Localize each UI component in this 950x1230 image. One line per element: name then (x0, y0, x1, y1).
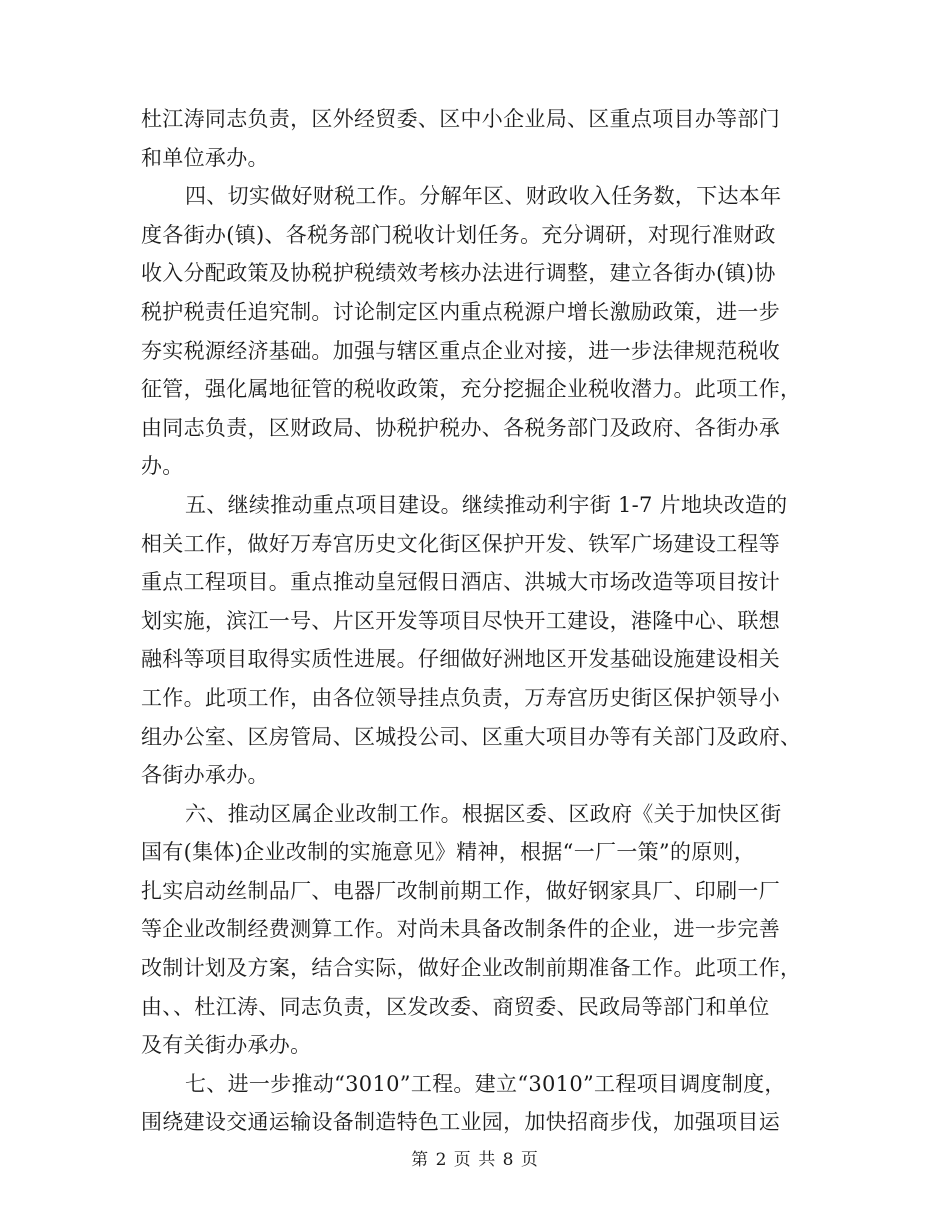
text-line: 收入分配政策及协税护税绩效考核办法进行调整，建立各街办(镇)协 (141, 261, 776, 286)
text-line: 征管，强化属地征管的税收政策，充分挖掘企业税收潜力。此项工作， (141, 377, 802, 402)
paragraph-first-line: 五、继续推动重点项目建设。继续推动利宇街 1-7 片地块改造的 (185, 492, 788, 517)
text-line: 组办公室、区房管局、区城投公司、区重大项目办等有关部门及政府、 (141, 724, 802, 749)
text-line: 围绕建设交通运输设备制造特色工业园，加快招商步伐，加强项目运 (141, 1110, 780, 1135)
text-line: 各街办承办。 (141, 763, 269, 788)
text-line: 税护税责任追究制。讨论制定区内重点税源户增长激励政策，进一步 (141, 299, 780, 324)
paragraph-first-line: 七、进一步推动“3010”工程。建立“3010”工程项目调度制度， (185, 1071, 786, 1096)
document-body (141, 100, 811, 1142)
text-line: 杜江涛同志负责，区外经贸委、区中小企业局、区重点项目办等部门 (141, 107, 780, 131)
text-line: 由、、杜江涛、同志负责，区发改委、商贸委、民政局等部门和单位 (141, 994, 770, 1019)
text-line: 度各街办(镇)、各税务部门税收计划任务。充分调研，对现行准财政 (141, 222, 776, 247)
text-line: 办。 (141, 454, 184, 479)
paragraph-first-line: 四、切实做好财税工作。分解年区、财政收入任务数，下达本年 (185, 184, 782, 209)
text-line: 相关工作，做好万寿宫历史文化街区保护开发、铁军广场建设工程等 (141, 531, 780, 556)
text-line: 国有(集体)企业改制的实施意见》精神，根据“一厂一策”的原则， (141, 840, 756, 865)
text-line: 等企业改制经费测算工作。对尚未具备改制条件的企业，进一步完善 (141, 917, 780, 942)
text-line: 及有关街办承办。 (141, 1033, 312, 1058)
text-line: 扎实启动丝制品厂、电器厂改制前期工作，做好钢家具厂、印刷一厂 (141, 878, 780, 903)
text-line: 和单位承办。 (141, 145, 269, 170)
text-line: 改制计划及方案，结合实际，做好企业改制前期准备工作。此项工作， (141, 956, 802, 981)
text-line: 由同志负责，区财政局、协税护税办、各税务部门及政府、各街办承 (141, 415, 780, 440)
text-line: 夯实税源经济基础。加强与辖区重点企业对接，进一步法律规范税收 (141, 338, 780, 363)
page-number-footer: 第 2 页 共 8 页 (411, 1150, 539, 1170)
text-line: 重点工程项目。重点推动皇冠假日酒店、洪城大市场改造等项目按计 (141, 570, 780, 595)
text-line: 工作。此项工作，由各位领导挂点负责，万寿宫历史街区保护领导小 (141, 685, 780, 710)
text-line: 融科等项目取得实质性进展。仔细做好洲地区开发基础设施建设相关 (141, 647, 780, 672)
text-line: 划实施，滨江一号、片区开发等项目尽快开工建设，港隆中心、联想 (141, 608, 780, 633)
paragraph-first-line: 六、推动区属企业改制工作。根据区委、区政府《关于加快区街 (185, 801, 782, 826)
